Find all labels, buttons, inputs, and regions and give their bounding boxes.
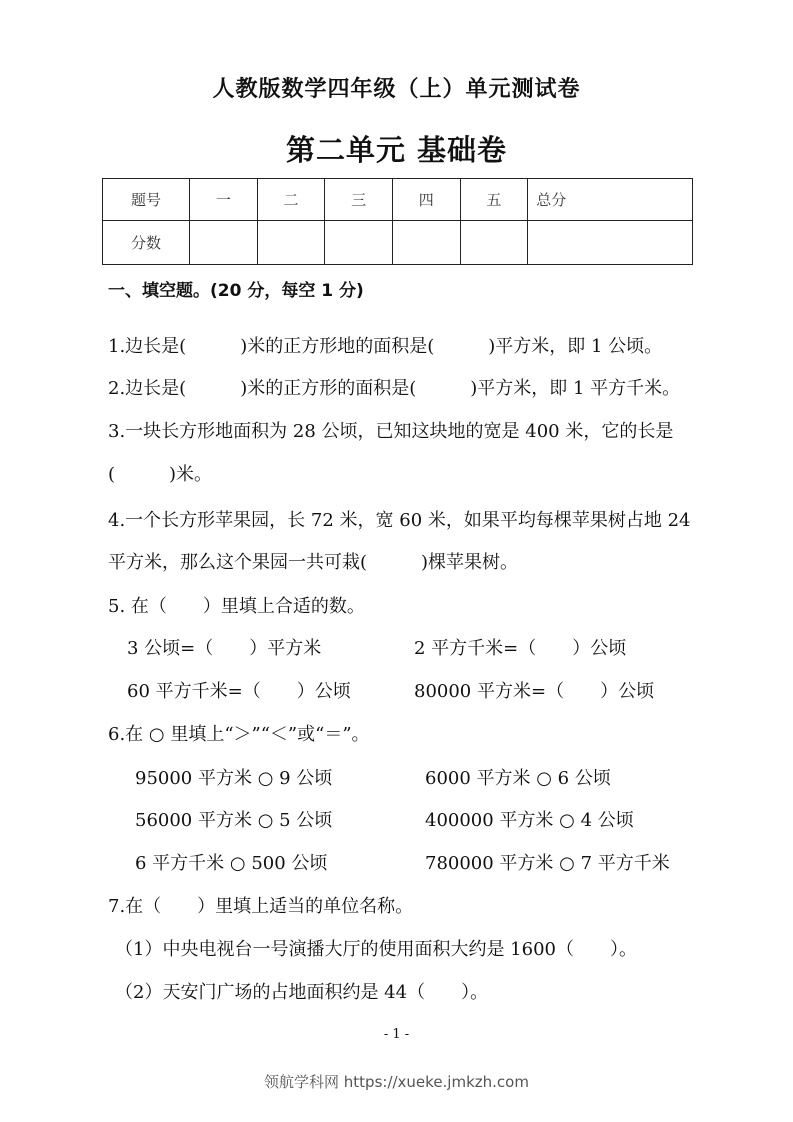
- score-cell-header: 四: [392, 179, 460, 221]
- question-5: 5. 在（ ）里填上合适的数。: [108, 596, 365, 617]
- score-table-score-row: [103, 221, 693, 265]
- score-cell-label: 分数: [103, 221, 190, 265]
- score-cell-header: 三: [325, 179, 393, 221]
- exam-title: 人教版数学四年级（上）单元测试卷: [212, 76, 581, 102]
- watermark: 领航学科网 https://xueke.jmkzh.com: [264, 1073, 529, 1091]
- score-cell-blank[interactable]: [392, 221, 460, 265]
- question-6-item: 6000 平方米 ○ 6 公顷: [425, 768, 611, 789]
- question-6-item: 95000 平方米 ○ 9 公顷: [135, 768, 333, 789]
- question-5-item: 2 平方千米=（ ）公顷: [414, 638, 627, 659]
- score-cell-blank[interactable]: [190, 221, 258, 265]
- score-table-header-row: [103, 179, 693, 221]
- question-7-part-2: （2）天安门广场的占地面积约是 44（ ）。: [115, 982, 489, 1003]
- question-1: 1.边长是( )米的正方形地的面积是( )平方米，即 1 公顷。: [108, 336, 663, 357]
- page-number: - 1 -: [383, 1027, 410, 1042]
- score-cell-header: 二: [257, 179, 325, 221]
- score-cell-blank[interactable]: [528, 221, 693, 265]
- question-4-line-2: 平方米，那么这个果园一共可栽( )棵苹果树。: [108, 552, 519, 573]
- score-cell-blank[interactable]: [460, 221, 528, 265]
- question-5-item: 60 平方千米=（ ）公顷: [127, 681, 351, 702]
- score-cell-label: 题号: [103, 179, 190, 221]
- question-7: 7.在（ ）里填上适当的单位名称。: [108, 896, 414, 917]
- exam-subtitle: 第二单元 基础卷: [285, 133, 508, 167]
- question-6: 6.在 ○ 里填上“＞”“＜”或“＝”。: [108, 724, 370, 745]
- question-6-item: 56000 平方米 ○ 5 公顷: [135, 810, 333, 831]
- question-5-item: 3 公顷=（ ）平方米: [127, 638, 322, 659]
- score-cell-total-header: 总分: [528, 179, 693, 221]
- question-4-line-1: 4.一个长方形苹果园，长 72 米，宽 60 米，如果平均每棵苹果树占地 24: [108, 510, 691, 531]
- question-3-line-1: 3.一块长方形地面积为 28 公顷，已知这块地的宽是 400 米，它的长是: [108, 421, 674, 442]
- score-table: [102, 178, 693, 265]
- question-3-line-2: ( )米。: [108, 464, 213, 485]
- section-heading: 一、填空题。(20 分，每空 1 分): [108, 281, 364, 301]
- score-cell-blank[interactable]: [257, 221, 325, 265]
- score-cell-blank[interactable]: [325, 221, 393, 265]
- question-5-item: 80000 平方米=（ ）公顷: [414, 681, 655, 702]
- question-6-item: 400000 平方米 ○ 4 公顷: [425, 810, 634, 831]
- score-cell-header: 五: [460, 179, 528, 221]
- question-6-item: 780000 平方米 ○ 7 平方千米: [425, 853, 670, 874]
- question-2: 2.边长是( )米的正方形的面积是( )平方米，即 1 平方千米。: [108, 378, 681, 399]
- score-cell-header: 一: [190, 179, 258, 221]
- question-6-item: 6 平方千米 ○ 500 公顷: [135, 853, 328, 874]
- question-7-part-1: （1）中央电视台一号演播大厅的使用面积大约是 1600（ ）。: [115, 939, 637, 960]
